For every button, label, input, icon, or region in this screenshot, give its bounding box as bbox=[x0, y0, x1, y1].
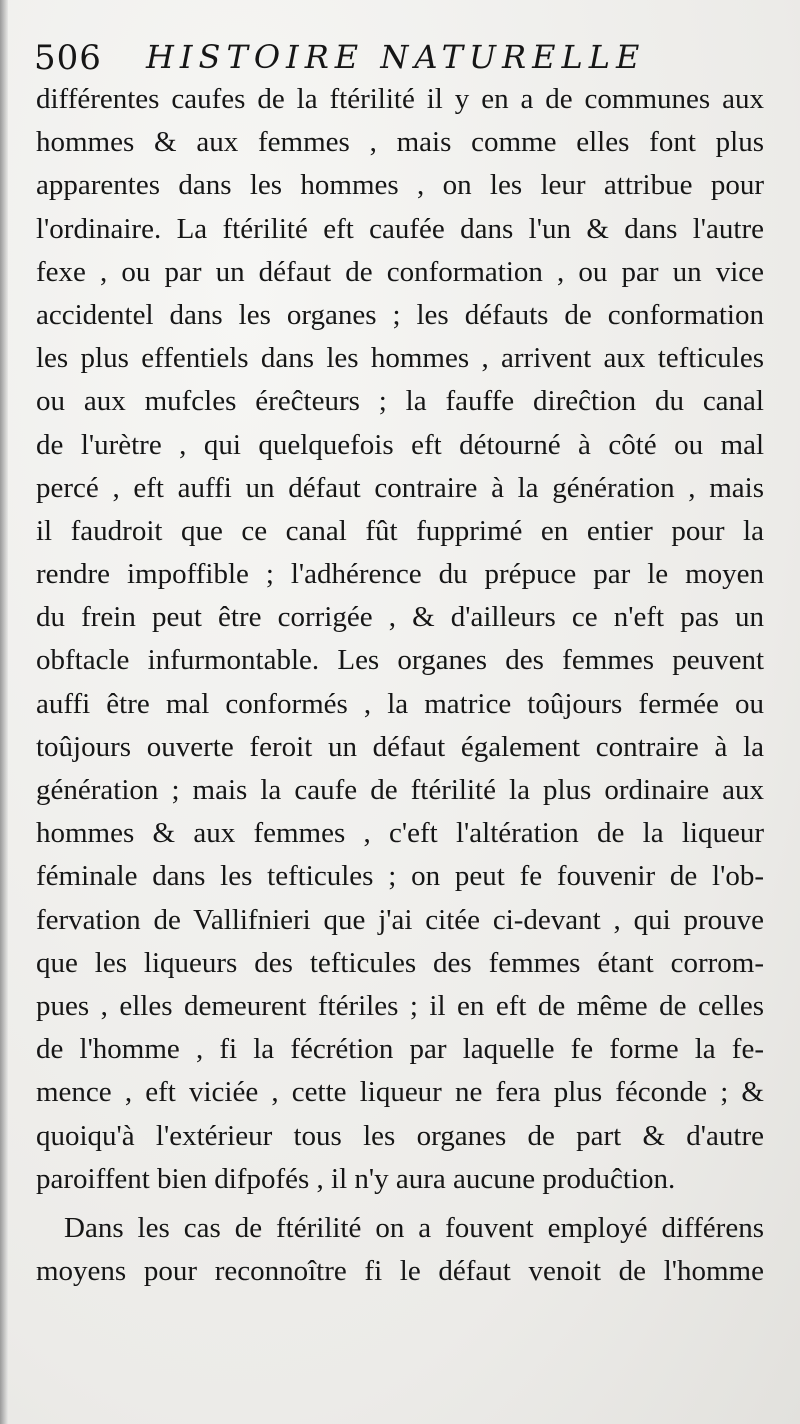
paragraph-2 bbox=[36, 1207, 764, 1293]
text-line: Dans les cas de ftérilité on a fouvent employé différens bbox=[64, 1211, 764, 1244]
text-line: génération ; mais la caufe de ftérilité la plus ordinaire aux bbox=[36, 774, 764, 806]
text-line: pues , elles demeurent ftériles ; il en eft de même de celles bbox=[36, 989, 764, 1022]
text-line: hommes & aux femmes , c'eft l'altération de la liqueur bbox=[36, 817, 764, 850]
text-line: que les liqueurs des tefticules des femmes étant corrom- bbox=[36, 946, 764, 979]
text-line: accidentel dans les organes ; les défauts de conformation bbox=[36, 298, 764, 331]
text-line: du frein peut être corrigée , & d'ailleurs ce n'eft pas un bbox=[36, 601, 764, 634]
text-line: paroiffent bien difpofés , il n'y aura aucune produĉtion. bbox=[36, 1162, 676, 1195]
text-line: il faudroit que ce canal fût fupprimé en entier pour la bbox=[36, 514, 764, 547]
text-line: les plus effentiels dans les hommes , arrivent aux tefticules bbox=[36, 342, 764, 375]
text-line: différentes caufes de la ftérilité il y en a de communes aux bbox=[36, 83, 764, 115]
text-line: obftacle infurmontable. Les organes des femmes peuvent bbox=[36, 644, 764, 677]
text-line: percé , eft auffi un défaut contraire à la génération , mais bbox=[36, 471, 764, 504]
page-edge-shadow bbox=[0, 0, 8, 1424]
text-line: toûjours ouverte feroit un défaut également contraire à la bbox=[36, 730, 764, 763]
text-line: mence , eft viciée , cette liqueur ne fera plus féconde ; & bbox=[36, 1076, 764, 1109]
text-line: fexe , ou par un défaut de conformation , ou par un vice bbox=[36, 255, 764, 288]
text-line: de l'urètre , qui quelquefois eft détourné à côté ou mal bbox=[36, 428, 764, 461]
text-line: de l'homme , fi la fécrétion par laquelle fe forme la fe- bbox=[36, 1033, 764, 1066]
body-text bbox=[36, 78, 764, 1293]
text-line: l'ordinaire. La ftérilité eft caufée dans l'un & dans l'autre bbox=[36, 212, 764, 245]
page-number: 506 bbox=[34, 38, 102, 78]
running-title: HISTOIRE NATURELLE bbox=[146, 38, 646, 76]
text-line: ou aux mufcles éreĉteurs ; la fauffe direĉtion du canal bbox=[36, 385, 764, 418]
text-line: fervation de Vallifnieri que j'ai citée ci-devant , qui prouve bbox=[36, 903, 764, 936]
text-line: hommes & aux femmes , mais comme elles font plus bbox=[36, 126, 764, 159]
text-line: quoiqu'à l'extérieur tous les organes de part & d'autre bbox=[36, 1119, 764, 1152]
text-line: rendre impoffible ; l'adhérence du prépuce par le moyen bbox=[36, 558, 764, 591]
text-line: moyens pour reconnoître fi le défaut venoit de l'homme bbox=[36, 1255, 764, 1288]
text-line: féminale dans les tefticules ; on peut fe fouvenir de l'ob- bbox=[36, 860, 764, 893]
paragraph-1 bbox=[36, 78, 764, 1201]
text-line: auffi être mal conformés , la matrice toûjours fermée ou bbox=[36, 687, 764, 720]
text-line: apparentes dans les hommes , on les leur attribue pour bbox=[36, 169, 764, 202]
